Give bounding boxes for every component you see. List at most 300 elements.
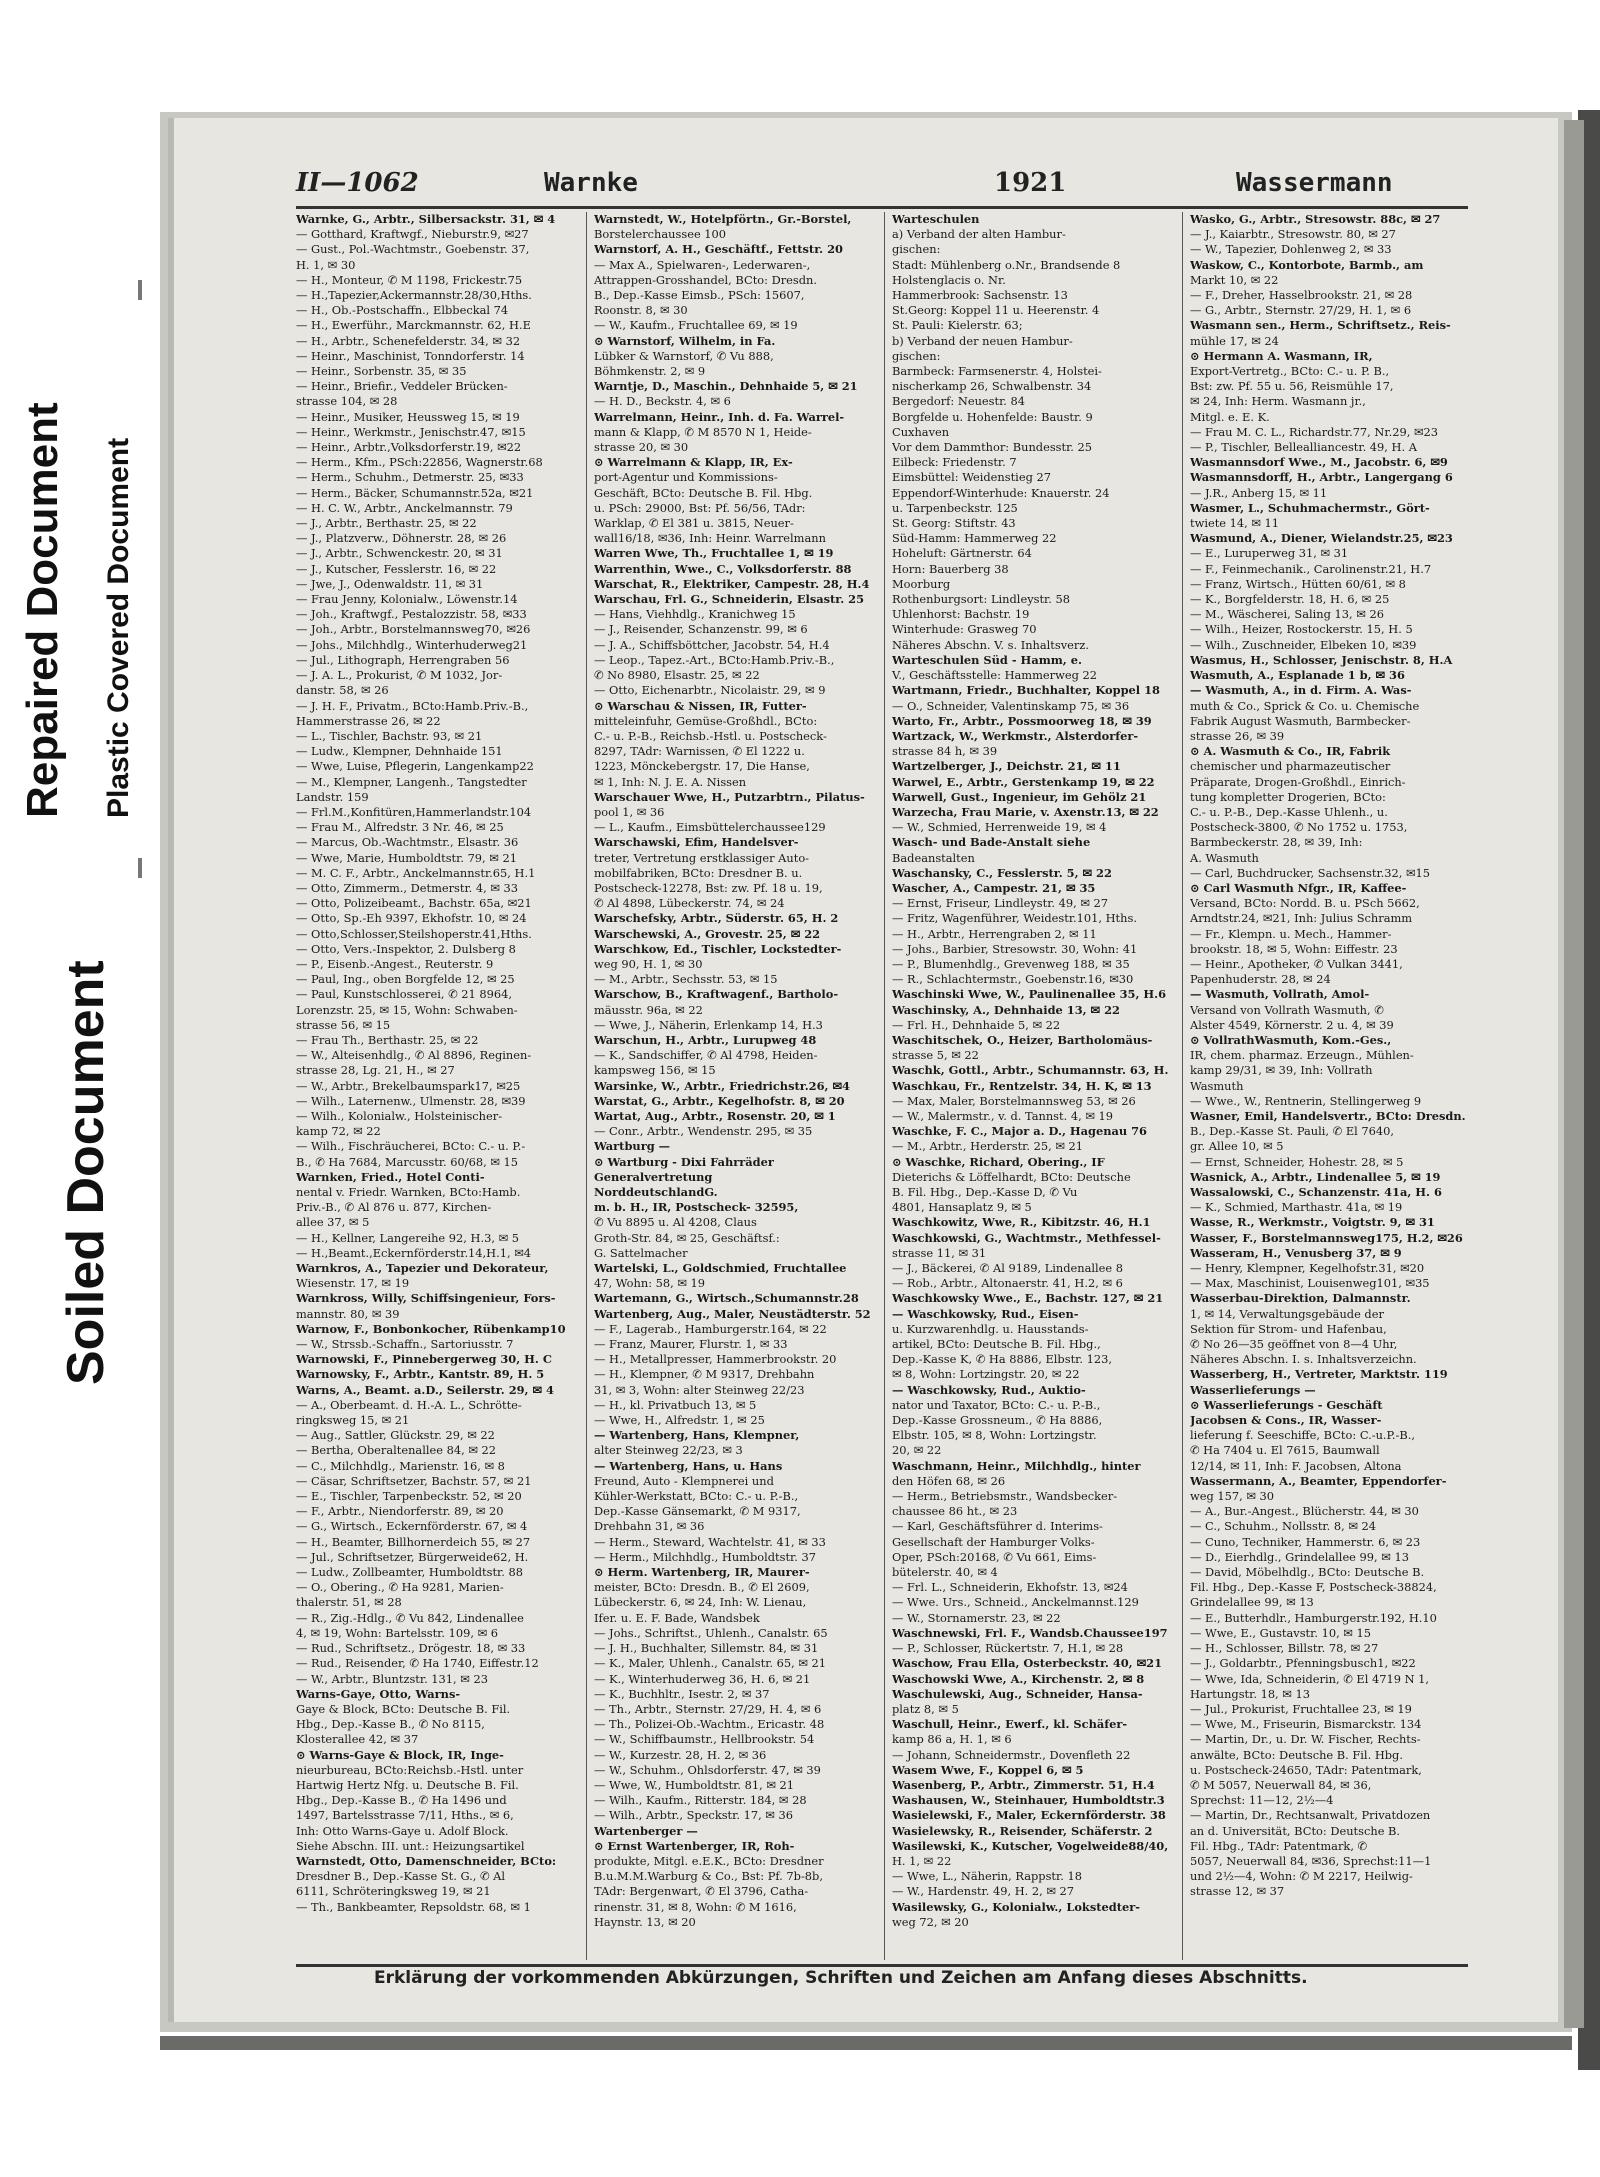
- directory-entry-line: ✆ M 5057, Neuerwall 84, ✉ 36,: [1190, 1777, 1372, 1792]
- directory-entry-line: Priv.-B., ✆ Al 876 u. 877, Kirchen-: [296, 1200, 492, 1215]
- directory-entry-line: artikel, BCto: Deutsche B. Fil. Hbg.,: [892, 1337, 1101, 1352]
- directory-entry-line: ✆ No 8980, Elsastr. 25, ✉ 22: [594, 668, 760, 683]
- directory-entry-line: ✆ Ha 7404 u. El 7615, Baumwall: [1190, 1443, 1380, 1458]
- directory-entry-line: — W., Stornamerstr. 23, ✉ 22: [892, 1610, 1061, 1625]
- directory-entry-line: mühle 17, ✉ 24: [1190, 333, 1279, 348]
- directory-entry-line: — P., Eisenb.-Angest., Reuterstr. 9: [296, 956, 494, 971]
- directory-entry-line: St. Pauli: Kielerstr. 63;: [892, 318, 1023, 333]
- directory-entry-line: Ifer. u. E. F. Bade, Wandsbek: [594, 1610, 760, 1625]
- strip-tick: [138, 280, 142, 300]
- column-divider: [586, 212, 587, 1960]
- directory-entry-line: — Max, Maschinist, Louisenweg101, ✉35: [1190, 1276, 1430, 1291]
- directory-entry-line: anwälte, BCto: Deutsche B. Fil. Hbg.: [1190, 1747, 1403, 1762]
- directory-entry-line: B., Dep.-Kasse Eimsb., PSch: 15607,: [594, 288, 805, 303]
- directory-entry-line: — H., Schlosser, Billstr. 78, ✉ 27: [1190, 1641, 1379, 1656]
- directory-entry-line: Süd-Hamm: Hammerweg 22: [892, 531, 1057, 546]
- directory-entry-line: V., Geschäftsstelle: Hammerweg 22: [892, 668, 1097, 683]
- directory-entry-line: Warnowsky, F., Arbtr., Kantstr. 89, H. 5: [296, 1367, 545, 1382]
- directory-entry-line: Wasenberg, P., Arbtr., Zimmerstr. 51, H.4: [892, 1777, 1155, 1792]
- directory-entry-line: Warns, A., Beamt. a.D., Seilerstr. 29, ✉ 4: [296, 1382, 554, 1397]
- directory-entry-line: Fil. Hbg., Dep.-Kasse F, Postscheck-38824,: [1190, 1580, 1437, 1595]
- directory-entry-line: u. Kurzwarenhdlg. u. Hausstands-: [892, 1321, 1089, 1336]
- directory-entry-line: — J., Platzverw., Döhnerstr. 28, ✉ 26: [296, 531, 507, 546]
- directory-entry-line: — W., Arbtr., Bluntzstr. 131, ✉ 23: [296, 1671, 488, 1686]
- directory-entry-line: 5057, Neuerwall 84, ✉36, Sprechst:11—1: [1190, 1853, 1432, 1868]
- directory-entry-line: ✉ 8, Wohn: Lortzingstr. 20, ✉ 22: [892, 1367, 1080, 1382]
- directory-entry-line: mobilfabriken, BCto: Dresdner B. u.: [594, 865, 803, 880]
- directory-entry-line: — Waschkowsky, Rud., Auktio-: [892, 1382, 1086, 1397]
- directory-entry-line: Warteschulen Süd - Hamm, e.: [892, 652, 1082, 667]
- directory-entry-line: Waschnewski, Frl. F., Wandsb.Chaussee197: [892, 1625, 1168, 1640]
- directory-entry-line: Warnowski, F., Pinnebergerweg 30, H. C: [296, 1352, 552, 1367]
- directory-entry-line: Wasmuth, A., Esplanade 1 b, ✉ 36: [1190, 668, 1405, 683]
- directory-entry-line: 4801, Hansaplatz 9, ✉ 5: [892, 1200, 1032, 1215]
- directory-entry-line: Wasilewsky, G., Kolonialw., Lokstedter-: [892, 1899, 1140, 1914]
- directory-entry-line: Gaye & Block, BCto: Deutsche B. Fil.: [296, 1701, 511, 1716]
- directory-entry-line: — Martin, Dr., u. Dr. W. Fischer, Rechts-: [1190, 1732, 1421, 1747]
- directory-entry-line: — Wilh., Kaufm., Ritterstr. 184, ✉ 28: [594, 1793, 807, 1808]
- directory-entry-line: Grindelallee 99, ✉ 13: [1190, 1595, 1314, 1610]
- directory-entry-line: Klosterallee 42, ✉ 37: [296, 1732, 419, 1747]
- directory-entry-line: ⊙ A. Wasmuth & Co., IR, Fabrik: [1190, 744, 1391, 759]
- directory-entry-line: Wartzelberger, J., Deichstr. 21, ✉ 11: [892, 759, 1121, 774]
- directory-entry-line: — M., Klempner, Langenh., Tangstedter: [296, 774, 527, 789]
- directory-entry-line: — W., Schmied, Herrenweide 19, ✉ 4: [892, 820, 1107, 835]
- directory-entry-line: H. 1, ✉ 30: [296, 257, 356, 272]
- directory-entry-line: Siehe Abschn. III. unt.: Heizungsartikel: [296, 1838, 525, 1853]
- directory-entry-line: Eppendorf-Winterhude: Knauerstr. 24: [892, 485, 1110, 500]
- directory-entry-line: nieurbureau, BCto:Reichsb.-Hstl. unter: [296, 1762, 524, 1777]
- directory-entry-line: — A., Oberbeamt. d. H.-A. L., Schrötte-: [296, 1397, 522, 1412]
- directory-entry-line: Alster 4549, Körnerstr. 2 u. 4, ✉ 39: [1190, 1017, 1394, 1032]
- directory-entry-line: — Ernst, Friseur, Lindleystr. 49, ✉ 27: [892, 896, 1109, 911]
- directory-entry-line: gischen:: [892, 242, 941, 257]
- directory-entry-line: Sprechst: 11—12, 2½—4: [1190, 1793, 1334, 1808]
- header-year: 1921: [994, 168, 1067, 198]
- directory-entry-line: Waschitschek, O., Heizer, Bartholomäus-: [892, 1032, 1153, 1047]
- directory-entry-line: — H., kl. Privatbuch 13, ✉ 5: [594, 1397, 757, 1412]
- directory-entry-line: kamp 29/31, ✉ 39, Inh: Vollrath: [1190, 1063, 1373, 1078]
- directory-entry-line: B.u.M.M.Warburg & Co., Bst: Pf. 7b-8b,: [594, 1869, 823, 1884]
- directory-entry-line: — H., Ob.-Postschaffn., Elbbeckal 74: [296, 303, 509, 318]
- directory-entry-line: Waschkowsky Wwe., E., Bachstr. 127, ✉ 21: [892, 1291, 1164, 1306]
- directory-entry-line: — J., Kutscher, Fesslerstr. 16, ✉ 22: [296, 561, 497, 576]
- directory-entry-line: — Johs., Milchhdlg., Winterhuderweg21: [296, 637, 528, 652]
- directory-entry-line: Lübeckerstr. 6, ✉ 24, Inh: W. Lienau,: [594, 1595, 807, 1610]
- directory-entry-line: gischen:: [892, 348, 941, 363]
- directory-entry-line: — Karl, Geschäftsführer d. Interims-: [892, 1519, 1103, 1534]
- directory-entry-line: chemischer und pharmazeutischer: [1190, 759, 1391, 774]
- directory-entry-line: C.- u. P.-B., Dep.-Kasse Uhlenh., u.: [1190, 804, 1388, 819]
- directory-entry-line: Hbg., Dep.-Kasse B., ✆ No 8115,: [296, 1717, 485, 1732]
- page-paper: [168, 118, 1558, 2022]
- directory-entry-line: Wasser, F., Borstelmannsweg175, H.2, ✉26: [1190, 1230, 1463, 1245]
- directory-entry-line: Barmbeckerstr. 28, ✉ 39, Inh:: [1190, 835, 1363, 850]
- directory-entry-line: — E., Butterhdlr., Hamburgerstr.192, H.10: [1190, 1610, 1437, 1625]
- column-2: [594, 212, 878, 1960]
- directory-entry-line: — Otto,Schlosser,Steilshoperstr.41,Hths.: [296, 926, 532, 941]
- directory-entry-line: ✉ 1, Inh: N. J. E. A. Nissen: [594, 774, 747, 789]
- directory-entry-line: — Rob., Arbtr., Altonaerstr. 41, H.2, ✉ 6: [892, 1276, 1123, 1291]
- directory-entry-line: — Heinr., Musiker, Heussweg 15, ✉ 19: [296, 409, 520, 424]
- directory-entry-line: Waschinsky, A., Dehnhaide 13, ✉ 22: [892, 1002, 1120, 1017]
- directory-entry-line: Groth-Str. 84, ✉ 25, Geschäftsf.:: [594, 1230, 780, 1245]
- directory-entry-line: — Wasmuth, A., in d. Firm. A. Was-: [1190, 683, 1412, 698]
- directory-entry-line: — Wilh., Arbtr., Speckstr. 17, ✉ 36: [594, 1808, 793, 1823]
- directory-entry-line: — Paul, Ing., oben Borgfelde 12, ✉ 25: [296, 972, 515, 987]
- directory-entry-line: — Wilh., Heizer, Rostockerstr. 15, H. 5: [1190, 622, 1413, 637]
- directory-entry-line: — Herm., Bäcker, Schumannstr.52a, ✉21: [296, 485, 534, 500]
- directory-entry-line: Freund, Auto - Klempnerei und: [594, 1473, 774, 1488]
- directory-entry-line: — Wartenberg, Hans, Klempner,: [594, 1428, 800, 1443]
- directory-entry-line: Warnkros, A., Tapezier und Dekorateur,: [296, 1261, 549, 1276]
- directory-entry-line: strasse 12, ✉ 37: [1190, 1884, 1285, 1899]
- directory-entry-line: Stadt: Mühlenberg o.Nr., Brandsende 8: [892, 257, 1121, 272]
- directory-entry-line: Wartelski, L., Goldschmied, Fruchtallee: [594, 1261, 847, 1276]
- directory-entry-line: den Höfen 68, ✉ 26: [892, 1473, 1006, 1488]
- directory-entry-line: Kühler-Werkstatt, BCto: C.- u. P.-B.,: [594, 1489, 799, 1504]
- directory-entry-line: — Wwe, H., Alfredstr. 1, ✉ 25: [594, 1413, 765, 1428]
- directory-entry-line: — P., Blumenhdlg., Grevenweg 188, ✉ 35: [892, 956, 1130, 971]
- directory-entry-line: Warto, Fr., Arbtr., Possmoorweg 18, ✉ 39: [892, 713, 1152, 728]
- directory-entry-line: 20, ✉ 22: [892, 1443, 942, 1458]
- directory-entry-line: — Wilh., Zuschneider, Elbeken 10, ✉39: [1190, 637, 1417, 652]
- directory-entry-line: Wasnick, A., Arbtr., Lindenallee 5, ✉ 19: [1190, 1169, 1441, 1184]
- abbreviation-note: Erklärung der vorkommenden Abkürzungen, Schriften und Zeichen am Anfang dieses Abschnitts.: [374, 1968, 1308, 1988]
- directory-entry-line: Eimsbüttel: Weidenstieg 27: [892, 470, 1051, 485]
- directory-entry-line: — J., Arbtr., Schwenckestr. 20, ✉ 31: [296, 546, 503, 561]
- directory-entry-line: Wassalowski, C., Schanzenstr. 41a, H. 6: [1190, 1185, 1442, 1199]
- directory-entry-line: Elbstr. 105, ✉ 8, Wohn: Lortzingstr.: [892, 1428, 1097, 1443]
- directory-entry-line: Wassermann, A., Beamter, Eppendorfer-: [1190, 1473, 1447, 1488]
- directory-entry-line: — Gust., Pol.-Wachtmstr., Goebenstr. 37,: [296, 242, 530, 257]
- directory-entry-line: strasse 5, ✉ 22: [892, 1048, 979, 1063]
- directory-entry-line: Attrappen-Grosshandel, BCto: Dresdn.: [594, 272, 818, 287]
- directory-entry-line: — H., Kellner, Langereihe 92, H.3, ✉ 5: [296, 1230, 519, 1245]
- directory-entry-line: kamp 86 a, H. 1, ✉ 6: [892, 1732, 1012, 1747]
- directory-entry-line: strasse 56, ✉ 15: [296, 1017, 391, 1032]
- directory-entry-line: Vor dem Dammthor: Bundesstr. 25: [892, 440, 1093, 455]
- directory-entry-line: treter, Vertretung erstklassiger Auto-: [594, 850, 810, 865]
- directory-entry-line: Generalvertretung: [594, 1169, 713, 1184]
- directory-entry-line: B. Fil. Hbg., Dep.-Kasse D, ✆ Vu: [892, 1185, 1078, 1199]
- directory-entry-line: — K., Sandschiffer, ✆ Al 4798, Heiden-: [594, 1048, 818, 1063]
- directory-entry-line: 4, ✉ 19, Wohn: Bartelsstr. 109, ✉ 6: [296, 1625, 498, 1640]
- directory-entry-line: — W., Kurzestr. 28, H. 2, ✉ 36: [594, 1747, 767, 1762]
- directory-entry-line: weg 72, ✉ 20: [892, 1914, 969, 1929]
- directory-entry-line: — Max, Maler, Borstelmannsweg 53, ✉ 26: [892, 1093, 1136, 1108]
- directory-entry-line: — G., Arbtr., Sternstr. 27/29, H. 1, ✉ 6: [1190, 303, 1412, 318]
- directory-entry-line: kamp 72, ✉ 22: [296, 1124, 381, 1139]
- directory-entry-line: — Otto, Zimmerm., Detmerstr. 4, ✉ 33: [296, 880, 519, 895]
- column-1: [296, 212, 580, 1960]
- directory-entry-line: — F., Dreher, Hasselbrookstr. 21, ✉ 28: [1190, 288, 1413, 303]
- directory-entry-line: Gesellschaft der Hamburger Volks-: [892, 1534, 1095, 1549]
- directory-entry-line: — J., Reisender, Schanzenstr. 99, ✉ 6: [594, 622, 808, 637]
- directory-entry-line: — Herm., Kfm., PSch:22856, Wagnerstr.68: [296, 455, 543, 470]
- directory-entry-line: — Heinr., Arbtr.,Volksdorferstr.19, ✉22: [296, 440, 522, 455]
- directory-entry-line: u. PSch: 29000, Bst: Pf. 56/56, TAdr:: [594, 500, 806, 515]
- directory-entry-line: Waschmann, Heinr., Milchhdlg., hinter: [892, 1458, 1141, 1473]
- directory-entry-line: muth & Co., Sprick & Co. u. Chemische: [1190, 698, 1420, 713]
- directory-entry-line: Wasmer, L., Schuhmachermstr., Gört-: [1190, 500, 1430, 515]
- directory-entry-line: — Heinr., Werkmstr., Jenischstr.47, ✉15: [296, 424, 526, 439]
- directory-entry-line: — R., Zig.-Hdlg., ✆ Vu 842, Lindenallee: [296, 1610, 524, 1625]
- directory-entry-line: — J. A. L., Prokurist, ✆ M 1032, Jor-: [296, 668, 503, 683]
- directory-entry-line: — E., Tischler, Tarpenbeckstr. 52, ✉ 20: [296, 1489, 522, 1504]
- directory-entry-line: 1223, Mönckebergstr. 17, Die Hanse,: [594, 759, 810, 774]
- directory-entry-line: Warzecha, Frau Marie, v. Axenstr.13, ✉ 22: [892, 804, 1159, 819]
- directory-entry-line: Dep.-Kasse K, ✆ Ha 8886, Elbstr. 123,: [892, 1352, 1112, 1367]
- directory-entry-line: u. Postscheck-24650, TAdr: Patentmark,: [1190, 1762, 1422, 1777]
- scanned-page: [160, 112, 1572, 2032]
- directory-entry-line: ⊙ Hermann A. Wasmann, IR,: [1190, 348, 1373, 363]
- directory-entry-line: — J. A., Schiffsböttcher, Jacobstr. 54, H.4: [594, 637, 830, 652]
- footer-rule: [296, 1964, 1468, 1967]
- directory-entry-line: — Johs., Schriftst., Uhlenh., Canalstr. 65: [594, 1625, 828, 1640]
- directory-entry-line: Oper, PSch:20168, ✆ Vu 661, Eims-: [892, 1549, 1097, 1564]
- directory-entry-line: Warnken, Fried., Hotel Conti-: [296, 1169, 485, 1184]
- directory-entry-line: — Frau Th., Berthastr. 25, ✉ 22: [296, 1032, 479, 1047]
- directory-entry-line: weg 90, H. 1, ✉ 30: [594, 956, 703, 971]
- directory-entry-line: Wasmuth: [1190, 1078, 1244, 1093]
- directory-entry-line: ⊙ Warns-Gaye & Block, IR, Inge-: [296, 1747, 504, 1762]
- directory-entry-line: — Fr., Klempn. u. Mech., Hammer-: [1190, 926, 1392, 941]
- directory-entry-line: — Aug., Sattler, Glückstr. 29, ✉ 22: [296, 1428, 495, 1443]
- directory-entry-line: Wasmann sen., Herm., Schriftsetz., Reis-: [1190, 318, 1451, 333]
- directory-entry-line: — F., Feinmechanik., Carolinenstr.21, H.7: [1190, 561, 1432, 576]
- directory-entry-line: — J., Goldarbtr., Pfenningsbusch1, ✉22: [1190, 1656, 1416, 1671]
- directory-entry-line: — H.,Tapezier,Ackermannstr.28/30,Hths.: [296, 288, 532, 303]
- directory-entry-line: — Ludw., Klempner, Dehnhaide 151: [296, 744, 503, 759]
- directory-entry-line: mann & Klapp, ✆ M 8570 N 1, Heide-: [594, 424, 812, 439]
- directory-entry-line: Böhmkenstr. 2, ✉ 9: [594, 364, 706, 379]
- directory-entry-line: Dep.-Kasse Grossneum., ✆ Ha 8886,: [892, 1413, 1103, 1428]
- directory-entry-line: B., ✆ Ha 7684, Marcusstr. 60/68, ✉ 15: [296, 1154, 519, 1169]
- directory-entry-line: — F., Arbtr., Niendorferstr. 89, ✉ 20: [296, 1504, 504, 1519]
- directory-entry-line: Warnstedt, Otto, Damenschneider, BCto:: [296, 1853, 557, 1868]
- directory-entry-line: Warschkow, Ed., Tischler, Lockstedter-: [594, 941, 842, 956]
- directory-entry-line: Warwel, E., Arbtr., Gerstenkamp 19, ✉ 22: [892, 774, 1155, 789]
- directory-entry-line: — Heinr., Sorbenstr. 35, ✉ 35: [296, 364, 467, 379]
- directory-entry-line: Wascher, A., Campestr. 21, ✉ 35: [892, 880, 1096, 895]
- directory-entry-line: — Heinr., Apotheker, ✆ Vulkan 3441,: [1190, 956, 1403, 971]
- directory-entry-line: — W., Alteisenhdlg., ✆ Al 8896, Reginen-: [296, 1048, 532, 1063]
- directory-entry-line: C.- u. P.-B., Reichsb.-Hstl. u. Postscheck-: [594, 728, 827, 743]
- directory-entry-line: — Otto, Polizeibeamt., Bachstr. 65a, ✉21: [296, 896, 532, 911]
- directory-entry-line: strasse 11, ✉ 31: [892, 1245, 987, 1260]
- directory-entry-line: ⊙ Waschke, Richard, Obering., IF: [892, 1154, 1105, 1169]
- directory-entry-line: — H., Metallpresser, Hammerbrookstr. 20: [594, 1352, 837, 1367]
- repaired-document-label: Repaired Document: [18, 402, 67, 818]
- directory-entry-line: — K., Winterhuderweg 36, H. 6, ✉ 21: [594, 1671, 811, 1686]
- directory-entry-line: — Rud., Reisender, ✆ Ha 1740, Eiffestr.12: [296, 1656, 539, 1671]
- column-4: [1190, 212, 1468, 1960]
- directory-entry-line: — Jul., Lithograph, Herrengraben 56: [296, 652, 510, 667]
- directory-entry-line: Badeanstalten: [892, 850, 975, 865]
- directory-entry-line: St.Georg: Koppel 11 u. Heerenstr. 4: [892, 303, 1100, 318]
- directory-entry-line: Hoheluft: Gärtnerstr. 64: [892, 546, 1032, 561]
- directory-entry-line: ⊙ Herm. Wartenberg, IR, Maurer-: [594, 1565, 810, 1580]
- header-first-entry: Warnke: [544, 168, 638, 198]
- directory-entry-line: ⊙ Warrelmann & Klapp, IR, Ex-: [594, 455, 793, 470]
- directory-entry-line: Geschäft, BCto: Deutsche B. Fil. Hbg.: [594, 485, 813, 500]
- directory-entry-line: — W., Strssb.-Schaffn., Sartoriusstr. 7: [296, 1337, 514, 1352]
- directory-entry-line: — Wwe, Marie, Humboldtstr. 79, ✉ 21: [296, 850, 517, 865]
- directory-entry-line: — W., Tapezier, Dohlenweg 2, ✉ 33: [1190, 242, 1392, 257]
- directory-entry-line: Arndtstr.24, ✉21, Inh: Julius Schramm: [1190, 911, 1413, 926]
- directory-entry-line: — H., Ewerführ., Marckmannstr. 62, H.E: [296, 318, 531, 333]
- directory-entry-line: Wartemann, G., Wirtsch.,Schumannstr.28: [594, 1291, 859, 1306]
- directory-entry-line: Waschansky, C., Fesslerstr. 5, ✉ 22: [892, 865, 1112, 880]
- directory-entry-line: — O., Schneider, Valentinskamp 75, ✉ 36: [892, 698, 1130, 713]
- directory-entry-line: strasse 26, ✉ 39: [1190, 728, 1285, 743]
- directory-entry-line: Wasch- und Bade-Anstalt siehe: [892, 835, 1091, 850]
- directory-entry-line: 1497, Bartelsstrasse 7/11, Hths., ✉ 6,: [296, 1808, 514, 1823]
- directory-entry-line: — J., Kaiarbtr., Stresowstr. 80, ✉ 27: [1190, 227, 1396, 242]
- directory-entry-line: Warteschulen: [892, 212, 980, 226]
- directory-entry-line: — K., Schmied, Marthastr. 41a, ✉ 19: [1190, 1200, 1403, 1215]
- directory-entry-line: kampsweg 156, ✉ 15: [594, 1063, 716, 1078]
- directory-entry-line: platz 8, ✉ 5: [892, 1701, 959, 1716]
- directory-entry-line: Lübker & Warnstorf, ✆ Vu 888,: [594, 348, 774, 363]
- directory-entry-line: meister, BCto: Dresdn. B., ✆ El 2609,: [594, 1580, 810, 1595]
- directory-entry-line: Waschke, F. C., Major a. D., Hagenau 76: [892, 1124, 1147, 1139]
- directory-entry-line: Markt 10, ✉ 22: [1190, 272, 1279, 287]
- directory-entry-line: Jacobsen & Cons., IR, Wasser-: [1190, 1413, 1382, 1428]
- directory-entry-line: Waschkowitz, Wwe, R., Kibitzstr. 46, H.1: [892, 1215, 1151, 1230]
- strip-tick: [138, 858, 142, 878]
- directory-entry-line: Holstenglacis o. Nr.: [892, 272, 1006, 287]
- directory-entry-line: Inh: Otto Warns-Gaye u. Adolf Block.: [296, 1823, 509, 1838]
- directory-entry-line: A. Wasmuth: [1190, 850, 1259, 865]
- directory-entry-line: — Wilh., Laternenw., Ulmenstr. 28, ✉39: [296, 1093, 526, 1108]
- directory-entry-line: G. Sattelmacher: [594, 1245, 688, 1260]
- soiled-document-label: Soiled Document: [57, 960, 115, 1385]
- directory-entry-line: Wasner, Emil, Handelsvertr., BCto: Dresdn.: [1190, 1108, 1466, 1123]
- directory-entry-line: Cuxhaven: [892, 424, 950, 439]
- directory-entry-line: — C., Milchhdlg., Marienstr. 16, ✉ 8: [296, 1458, 505, 1473]
- directory-entry-line: — W., Malermstr., v. d. Tannst. 4, ✉ 19: [892, 1108, 1113, 1123]
- directory-entry-line: gr. Allee 10, ✉ 5: [1190, 1139, 1284, 1154]
- directory-entry-line: — M., Arbtr., Herderstr. 25, ✉ 21: [892, 1139, 1083, 1154]
- directory-entry-line: — Wilh., Kolonialw., Holsteinischer-: [296, 1108, 503, 1123]
- directory-entry-line: 47, Wohn: 58, ✉ 19: [594, 1276, 706, 1291]
- column-3: [892, 212, 1176, 1960]
- directory-entry-line: Wasielewski, F., Maler, Eckernförderstr. 38: [892, 1808, 1166, 1823]
- directory-entry-line: — Otto, Eichenarbtr., Nicolaistr. 29, ✉ 9: [594, 683, 826, 698]
- directory-entry-line: Warschefsky, Arbtr., Süderstr. 65, H. 2: [594, 911, 839, 926]
- directory-entry-line: Warnkross, Willy, Schiffsingenieur, Fors-: [296, 1291, 556, 1306]
- directory-entry-line: — W., Schuhm., Ohlsdorferstr. 47, ✉ 39: [594, 1762, 821, 1777]
- page-edge: [1564, 120, 1584, 2028]
- directory-entry-line: — J., Bäckerei, ✆ Al 9189, Lindenallee 8: [892, 1261, 1124, 1276]
- directory-entry-line: Warschat, R., Elektriker, Campestr. 28, H.4: [594, 576, 870, 591]
- directory-entry-line: — Franz, Wirtsch., Hütten 60/61, ✉ 8: [1190, 576, 1406, 591]
- directory-entry-line: a) Verband der alten Hambur-: [892, 227, 1066, 242]
- directory-entry-line: nator und Taxator, BCto: C.- u. P.-B.,: [892, 1397, 1101, 1412]
- directory-entry-line: 6111, Schröteringksweg 19, ✉ 21: [296, 1884, 491, 1899]
- directory-entry-line: — Wwe, J., Näherin, Erlenkamp 14, H.3: [594, 1017, 823, 1032]
- directory-entry-line: ⊙ Warnstorf, Wilhelm, in Fa.: [594, 333, 776, 348]
- directory-entry-line: — Marcus, Ob.-Wachtmstr., Elsastr. 36: [296, 835, 519, 850]
- directory-entry-line: Wasse, R., Werkmstr., Voigtstr. 9, ✉ 31: [1190, 1215, 1435, 1230]
- directory-entry-line: — Wwe, W., Humboldtstr. 81, ✉ 21: [594, 1777, 795, 1792]
- directory-entry-line: — Hans, Viehhdlg., Kranichweg 15: [594, 607, 796, 622]
- directory-entry-line: Warstat, G., Arbtr., Kegelhofstr. 8, ✉ 20: [594, 1093, 845, 1108]
- directory-entry-line: Bergedorf: Neuestr. 84: [892, 394, 1025, 409]
- directory-entry-line: Landstr. 159: [296, 789, 369, 804]
- directory-entry-line: — C., Schuhm., Nollsstr. 8, ✉ 24: [1190, 1519, 1376, 1534]
- directory-entry-line: — Wwe, M., Friseurin, Bismarckstr. 134: [1190, 1717, 1422, 1732]
- directory-entry-line: Wasmund, A., Diener, Wielandstr.25, ✉23: [1190, 531, 1453, 546]
- directory-entry-line: Hammerbrook: Sachsenstr. 13: [892, 288, 1068, 303]
- directory-entry-line: Waschinski Wwe, W., Paulinenallee 35, H.6: [892, 987, 1167, 1002]
- directory-entry-line: — Wwe, Luise, Pflegerin, Langenkamp22: [296, 759, 534, 774]
- directory-entry-line: Papenhuderstr. 28, ✉ 24: [1190, 972, 1331, 987]
- directory-entry-line: Moorburg: [892, 576, 951, 591]
- directory-entry-line: Versand von Vollrath Wasmuth, ✆: [1190, 1002, 1384, 1017]
- directory-entry-line: Warwell, Gust., Ingenieur, im Gehölz 21: [892, 789, 1147, 804]
- directory-entry-line: — Frau Jenny, Kolonialw., Löwenstr.14: [296, 592, 518, 607]
- directory-entry-line: Bst: zw. Pf. 55 u. 56, Reismühle 17,: [1190, 379, 1394, 394]
- directory-entry-line: — Waschkowsky, Rud., Eisen-: [892, 1306, 1079, 1321]
- page-number: II—1062: [296, 168, 419, 198]
- directory-entry-line: TAdr: Bergenwart, ✆ El 3796, Catha-: [594, 1884, 809, 1899]
- directory-entry-line: — G., Wirtsch., Eckernförderstr. 67, ✉ 4: [296, 1519, 528, 1534]
- directory-entry-line: Näheres Abschn. V. s. Inhaltsverz.: [892, 637, 1089, 652]
- label-strip: [0, 0, 150, 2177]
- directory-entry-line: Mitgl. e. E. K.: [1190, 409, 1270, 424]
- directory-entry-line: — Cuno, Techniker, Hammerstr. 6, ✉ 23: [1190, 1534, 1421, 1549]
- directory-entry-line: — Wwe, Ida, Schneiderin, ✆ El 4719 N 1,: [1190, 1671, 1430, 1686]
- page-bottom-edge: [160, 2036, 1572, 2050]
- directory-entry-line: Postscheck-3800, ✆ No 1752 u. 1753,: [1190, 820, 1408, 835]
- directory-entry-line: — J., Arbtr., Berthastr. 25, ✉ 22: [296, 516, 477, 531]
- directory-entry-line: — H., Arbtr., Schenefelderstr. 34, ✉ 32: [296, 333, 521, 348]
- directory-entry-line: — H.,Beamt.,Eckernförderstr.14,H.1, ✉4: [296, 1245, 532, 1260]
- directory-entry-line: — Wwe. Urs., Schneid., Anckelmannst.129: [892, 1595, 1139, 1610]
- directory-entry-line: 1, ✉ 14, Verwaltungsgebäude der: [1190, 1306, 1384, 1321]
- directory-entry-line: Wasserberg, H., Vertreter, Marktstr. 119: [1190, 1367, 1448, 1382]
- directory-entry-line: Waschkau, Fr., Rentzelstr. 34, H. K, ✉ 13: [892, 1078, 1152, 1093]
- column-divider: [1182, 212, 1183, 1960]
- directory-entry-line: — M., Wäscherei, Saling 13, ✉ 26: [1190, 607, 1384, 622]
- directory-entry-line: Horn: Bauerberg 38: [892, 561, 1009, 576]
- directory-entry-line: ⊙ VollrathWasmuth, Kom.-Ges.,: [1190, 1032, 1392, 1047]
- directory-entry-line: — Wilh., Fischräucherei, BCto: C.- u. P.-: [296, 1139, 526, 1154]
- directory-entry-line: — Frau M., Alfredstr. 3 Nr. 46, ✉ 25: [296, 820, 504, 835]
- directory-entry-line: Präparate, Drogen-Großhdl., Einrich-: [1190, 774, 1406, 789]
- header-rule: [296, 206, 1468, 209]
- directory-entry-line: Versand, BCto: Nordd. B. u. PSch 5662,: [1190, 896, 1420, 911]
- directory-entry-line: Borstelerchaussee 100: [594, 227, 727, 242]
- directory-entry-line: Warns-Gaye, Otto, Warns-: [296, 1686, 461, 1701]
- directory-entry-line: ✆ Vu 8895 u. Al 4208, Claus: [594, 1215, 757, 1230]
- directory-entry-line: — R., Schlachtermstr., Goebenstr.16, ✉30: [892, 972, 1134, 987]
- directory-entry-line: 12/14, ✉ 11, Inh: F. Jacobsen, Altona: [1190, 1458, 1402, 1473]
- directory-entry-line: — K., Maler, Uhlenh., Canalstr. 65, ✉ 21: [594, 1656, 827, 1671]
- directory-entry-line: Warschauer Wwe, H., Putzarbtrn., Pilatus-: [594, 789, 865, 804]
- directory-entry-line: ⊙ Warschau & Nissen, IR, Futter-: [594, 698, 807, 713]
- directory-entry-line: strasse 20, ✉ 30: [594, 440, 689, 455]
- directory-entry-line: — M. C. F., Arbtr., Anckelmannstr.65, H.1: [296, 865, 536, 880]
- directory-entry-line: nischerkamp 26, Schwalbenstr. 34: [892, 379, 1092, 394]
- directory-entry-line: Haynstr. 13, ✉ 20: [594, 1914, 696, 1929]
- directory-entry-line: Lorenzstr. 25, ✉ 15, Wohn: Schwaben-: [296, 1002, 518, 1017]
- directory-entry-line: Warschun, H., Arbtr., Lurupweg 48: [594, 1032, 817, 1047]
- directory-entry-line: — Bertha, Oberaltenallee 84, ✉ 22: [296, 1443, 496, 1458]
